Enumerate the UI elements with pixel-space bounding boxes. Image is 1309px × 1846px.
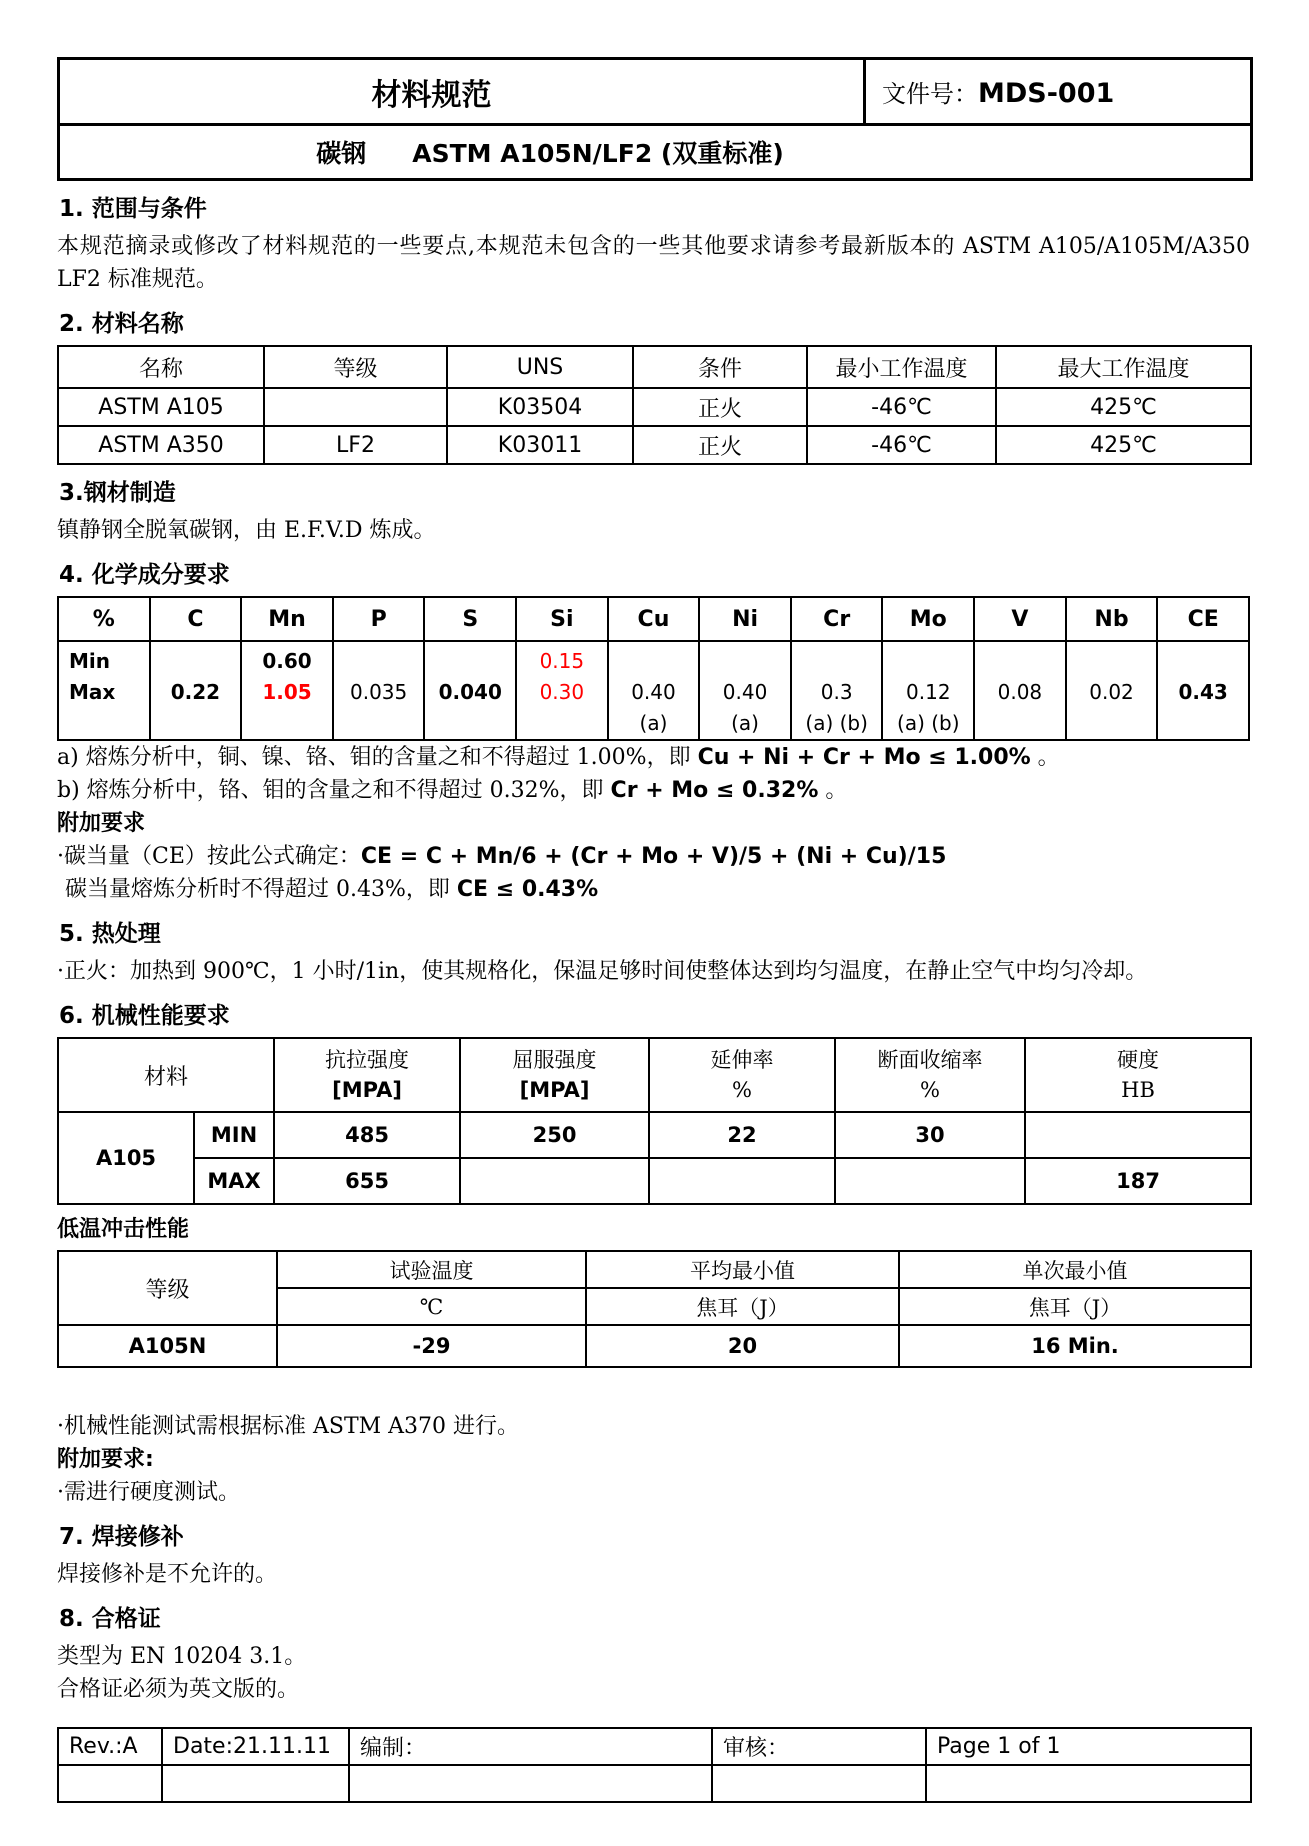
chem-mo-max: 0.12 xyxy=(906,680,951,704)
subtitle-standard: ASTM A105N/LF2 (双重标准) xyxy=(412,139,784,168)
material-min-temp: -46℃ xyxy=(807,426,996,464)
chem-v-min xyxy=(975,646,1065,677)
impact-col-temp: 试验温度 xyxy=(277,1251,586,1288)
doc-number-value: MDS-001 xyxy=(978,78,1115,109)
material-uns: K03504 xyxy=(447,388,633,426)
footer-page-number: Page 1 of 1 xyxy=(926,1728,1251,1765)
mech-elongation-unit: % xyxy=(732,1078,752,1102)
chem-p-foot xyxy=(334,708,424,739)
chem-cell-c xyxy=(150,641,242,740)
mechanical-table xyxy=(57,1037,1252,1205)
chem-extra-req-heading: 附加要求 xyxy=(57,811,146,836)
chem-col-cr: Cr xyxy=(791,597,883,641)
chem-cu-max: 0.40 xyxy=(631,680,676,704)
mech-min-tensile: 485 xyxy=(274,1112,460,1158)
mech-hardness-unit: HB xyxy=(1121,1078,1155,1102)
chem-ce-min xyxy=(1158,646,1248,677)
chemistry-header-row xyxy=(58,597,1249,641)
note-a-formula: Cu + Ni + Cr + Mo ≤ 1.00% xyxy=(697,745,1031,770)
section-8-body-1: 类型为 EN 10204 3.1。 xyxy=(57,1644,307,1669)
mech-test-note: ·机械性能测试需根据标准 ASTM A370 进行。 xyxy=(57,1414,520,1439)
mech-min-yield: 250 xyxy=(460,1112,649,1158)
impact-col-single-min: 单次最小值 xyxy=(899,1251,1251,1288)
impact-temp-unit: ℃ xyxy=(277,1288,586,1325)
chem-cell-mo xyxy=(882,641,974,740)
materials-col-condition: 条件 xyxy=(633,346,807,388)
chem-ce-foot xyxy=(1158,708,1248,739)
chem-s-foot xyxy=(425,708,515,739)
mech-tensile-label: 抗拉强度 xyxy=(325,1048,410,1072)
section-5-body: ·正火：加热到 900℃，1 小时/1in，使其规格化，保温足够时间使整体达到均匀温度，在静止空气中均匀冷却。 xyxy=(57,959,1148,984)
section-7-heading: 7. 焊接修补 xyxy=(59,1524,184,1550)
note-a-end: 。 xyxy=(1030,745,1060,770)
carbon-equiv-limit-line xyxy=(57,873,1250,906)
chem-mn-min: 0.60 xyxy=(262,649,312,673)
chem-cu-min xyxy=(609,646,699,677)
impact-single-value: 16 Min. xyxy=(899,1325,1251,1367)
chem-ni-max: 0.40 xyxy=(722,680,768,704)
section-2-heading: 2. 材料名称 xyxy=(59,311,184,337)
ce-limit-formula: CE ≤ 0.43% xyxy=(456,877,599,902)
chem-p-max: 0.035 xyxy=(350,680,408,704)
footer-empty-cell xyxy=(349,1765,712,1802)
chem-ce-max: 0.43 xyxy=(1178,680,1228,704)
mechanical-min-row xyxy=(58,1112,1251,1158)
chem-cell-ni xyxy=(699,641,791,740)
section-7-body: 焊接修补是不允许的。 xyxy=(57,1562,278,1587)
material-condition: 正火 xyxy=(633,388,807,426)
chem-s-min xyxy=(425,646,515,677)
material-grade xyxy=(264,388,447,426)
chem-cell-nb xyxy=(1066,641,1158,740)
materials-col-min-temp: 最小工作温度 xyxy=(807,346,996,388)
chem-col-mo: Mo xyxy=(882,597,974,641)
footer-revision: Rev.:A xyxy=(58,1728,162,1765)
mech-col-yield xyxy=(460,1038,649,1112)
materials-table xyxy=(57,345,1252,465)
mech-tensile-unit: [MPA] xyxy=(332,1078,402,1102)
subtitle-material: 碳钢 xyxy=(316,139,367,168)
chem-min-label: Min xyxy=(69,649,110,673)
material-grade: LF2 xyxy=(264,426,447,464)
impact-single-unit: 焦耳（J） xyxy=(899,1288,1251,1325)
chem-mo-foot: (a) (b) xyxy=(897,711,960,735)
mech-min-label: MIN xyxy=(194,1112,274,1158)
footer xyxy=(57,1727,1250,1803)
mech-max-tensile: 655 xyxy=(274,1158,460,1204)
chem-si-foot xyxy=(517,708,607,739)
chem-cr-foot: (a) (b) xyxy=(805,711,868,735)
chem-p-min xyxy=(334,646,424,677)
chem-v-foot xyxy=(975,708,1065,739)
impact-table xyxy=(57,1250,1252,1368)
mech-hardness-label: 硬度 xyxy=(1117,1048,1160,1072)
mech-max-yield xyxy=(460,1158,649,1204)
chem-cell-v xyxy=(974,641,1066,740)
impact-data-row xyxy=(58,1325,1251,1367)
section-8-heading: 8. 合格证 xyxy=(59,1606,161,1632)
footer-date: Date:21.11.11 xyxy=(162,1728,349,1765)
chem-col-nb: Nb xyxy=(1066,597,1158,641)
chem-c-max: 0.22 xyxy=(170,680,221,704)
section-3-body: 镇静钢全脱氧碳钢，由 E.F.V.D 炼成。 xyxy=(57,518,436,543)
footer-empty-cell xyxy=(712,1765,926,1802)
chem-col-ni: Ni xyxy=(699,597,791,641)
materials-header-row xyxy=(58,346,1251,388)
chem-col-si: Si xyxy=(516,597,608,641)
section-1-heading: 1. 范围与条件 xyxy=(59,196,207,222)
mech-elongation-label: 延伸率 xyxy=(710,1048,774,1072)
impact-avg-unit: 焦耳（J） xyxy=(586,1288,899,1325)
footer-table xyxy=(57,1727,1252,1803)
section-5-heading: 5. 热处理 xyxy=(59,921,161,947)
footer-empty-cell xyxy=(58,1765,162,1802)
mech-material-value: A105 xyxy=(58,1112,194,1204)
mech-min-elongation: 22 xyxy=(649,1112,835,1158)
doc-number-cell xyxy=(865,59,1252,125)
materials-col-grade: 等级 xyxy=(264,346,447,388)
mech-yield-label: 屈服强度 xyxy=(512,1048,597,1072)
mech-min-hardness xyxy=(1025,1112,1251,1158)
chem-c-min xyxy=(151,646,241,677)
mech-yield-unit: [MPA] xyxy=(519,1078,590,1102)
header-table xyxy=(57,57,1253,181)
note-b-formula: Cr + Mo ≤ 0.32% xyxy=(610,778,819,803)
chemistry-values-row xyxy=(58,641,1249,740)
chem-col-mn: Mn xyxy=(241,597,333,641)
chem-mn-foot xyxy=(242,708,332,739)
impact-header-row-1 xyxy=(58,1251,1251,1288)
chem-note-b xyxy=(57,774,1250,807)
impact-col-grade: 等级 xyxy=(58,1251,277,1325)
chem-nb-min xyxy=(1067,646,1157,677)
footer-prepared-label: 编制： xyxy=(349,1728,712,1765)
materials-col-max-temp: 最大工作温度 xyxy=(996,346,1251,388)
material-max-temp: 425℃ xyxy=(996,426,1251,464)
chem-foot-blank xyxy=(59,708,149,739)
mech-extra-req-heading: 附加要求: xyxy=(57,1447,154,1472)
chem-cr-max: 0.3 xyxy=(820,680,853,704)
footer-reviewed-label: 审核： xyxy=(712,1728,926,1765)
ce-formula: CE = C + Mn/6 + (Cr + Mo + V)/5 + (Ni + Cu)/15 xyxy=(360,844,947,869)
chem-cell-labels xyxy=(58,641,150,740)
chem-ni-foot: (a) xyxy=(731,711,759,735)
impact-section-heading: 低温冲击性能 xyxy=(57,1217,190,1242)
materials-row-a105 xyxy=(58,388,1251,426)
mech-col-tensile xyxy=(274,1038,460,1112)
chem-cell-si xyxy=(516,641,608,740)
chemistry-table xyxy=(57,596,1250,741)
header-title-cell xyxy=(59,59,865,125)
chem-cu-foot: (a) xyxy=(639,711,668,735)
chem-cell-ce xyxy=(1157,641,1249,740)
section-1-body: 本规范摘录或修改了材料规范的一些要点,本规范未包含的一些其他要求请参考最新版本的 ASTM A105/A105M/A350 LF2 标准规范。 xyxy=(57,234,1250,292)
section-3-heading: 3.钢材制造 xyxy=(59,480,176,506)
chem-mo-min xyxy=(883,646,973,677)
impact-col-avg-min: 平均最小值 xyxy=(586,1251,899,1288)
mech-col-material: 材料 xyxy=(58,1038,274,1112)
mech-max-hardness: 187 xyxy=(1025,1158,1251,1204)
chem-cell-cu xyxy=(608,641,700,740)
mechanical-max-row xyxy=(58,1158,1251,1204)
section-6-heading: 6. 机械性能要求 xyxy=(59,1003,230,1029)
materials-col-uns: UNS xyxy=(447,346,633,388)
mech-col-hardness xyxy=(1025,1038,1251,1112)
mech-reduction-unit: % xyxy=(920,1078,940,1102)
footer-row-1 xyxy=(58,1728,1251,1765)
chem-si-max: 0.30 xyxy=(539,680,585,704)
chem-nb-max: 0.02 xyxy=(1089,680,1134,704)
chem-col-ce: CE xyxy=(1157,597,1249,641)
impact-temp-value: -29 xyxy=(277,1325,586,1367)
note-b-end: 。 xyxy=(818,778,848,803)
section-8-body-2: 合格证必须为英文版的。 xyxy=(57,1677,300,1702)
hardness-test-note: ·需进行硬度测试。 xyxy=(57,1480,240,1505)
mech-max-elongation xyxy=(649,1158,835,1204)
mech-col-reduction xyxy=(835,1038,1025,1112)
ce-limit-text: 碳当量熔炼分析时不得超过 0.43%，即 xyxy=(65,877,457,902)
chem-mn-max: 1.05 xyxy=(262,680,312,704)
footer-row-2 xyxy=(58,1765,1251,1802)
chem-cell-s xyxy=(424,641,516,740)
note-a-text: a) 熔炼分析中，铜、镍、铬、钼的含量之和不得超过 1.00%，即 xyxy=(57,745,698,770)
mechanical-header-row xyxy=(58,1038,1251,1112)
chem-c-foot xyxy=(151,708,241,739)
mech-max-label: MAX xyxy=(194,1158,274,1204)
material-name: ASTM A350 xyxy=(58,426,264,464)
chem-col-c: C xyxy=(150,597,242,641)
chem-ni-min xyxy=(700,646,790,677)
mech-reduction-label: 断面收缩率 xyxy=(877,1048,983,1072)
chem-col-v: V xyxy=(974,597,1066,641)
material-uns: K03011 xyxy=(447,426,633,464)
mech-col-elongation xyxy=(649,1038,835,1112)
doc-number-label: 文件号： xyxy=(882,80,978,108)
chem-col-percent: % xyxy=(58,597,150,641)
chem-max-label: Max xyxy=(69,680,116,704)
chem-col-s: S xyxy=(424,597,516,641)
impact-avg-value: 20 xyxy=(586,1325,899,1367)
chem-s-max: 0.040 xyxy=(438,680,502,704)
subtitle-cell xyxy=(59,125,1252,180)
mech-max-reduction xyxy=(835,1158,1025,1204)
material-max-temp: 425℃ xyxy=(996,388,1251,426)
footer-empty-cell xyxy=(162,1765,349,1802)
chem-note-a xyxy=(57,741,1250,774)
materials-col-name: 名称 xyxy=(58,346,264,388)
mech-min-reduction: 30 xyxy=(835,1112,1025,1158)
material-condition: 正火 xyxy=(633,426,807,464)
chem-col-p: P xyxy=(333,597,425,641)
chem-v-max: 0.08 xyxy=(997,680,1043,704)
chem-si-min: 0.15 xyxy=(539,649,585,673)
material-min-temp: -46℃ xyxy=(807,388,996,426)
page-title: 材料规范 xyxy=(371,77,492,113)
section-4-heading: 4. 化学成分要求 xyxy=(59,562,230,588)
chem-cell-p xyxy=(333,641,425,740)
note-b-text: b) 熔炼分析中，铬、钼的含量之和不得超过 0.32%，即 xyxy=(57,778,611,803)
chem-cell-cr xyxy=(791,641,883,740)
document-subtitle xyxy=(60,134,1250,170)
material-name: ASTM A105 xyxy=(58,388,264,426)
footer-empty-cell xyxy=(926,1765,1251,1802)
ce-text: ·碳当量（CE）按此公式确定： xyxy=(57,844,361,869)
chem-col-cu: Cu xyxy=(608,597,700,641)
materials-row-a350 xyxy=(58,426,1251,464)
chem-nb-foot xyxy=(1067,708,1157,739)
impact-grade-value: A105N xyxy=(58,1325,277,1367)
carbon-equiv-formula-line xyxy=(57,840,1250,873)
chem-cell-mn xyxy=(241,641,333,740)
chem-cr-min xyxy=(792,646,882,677)
